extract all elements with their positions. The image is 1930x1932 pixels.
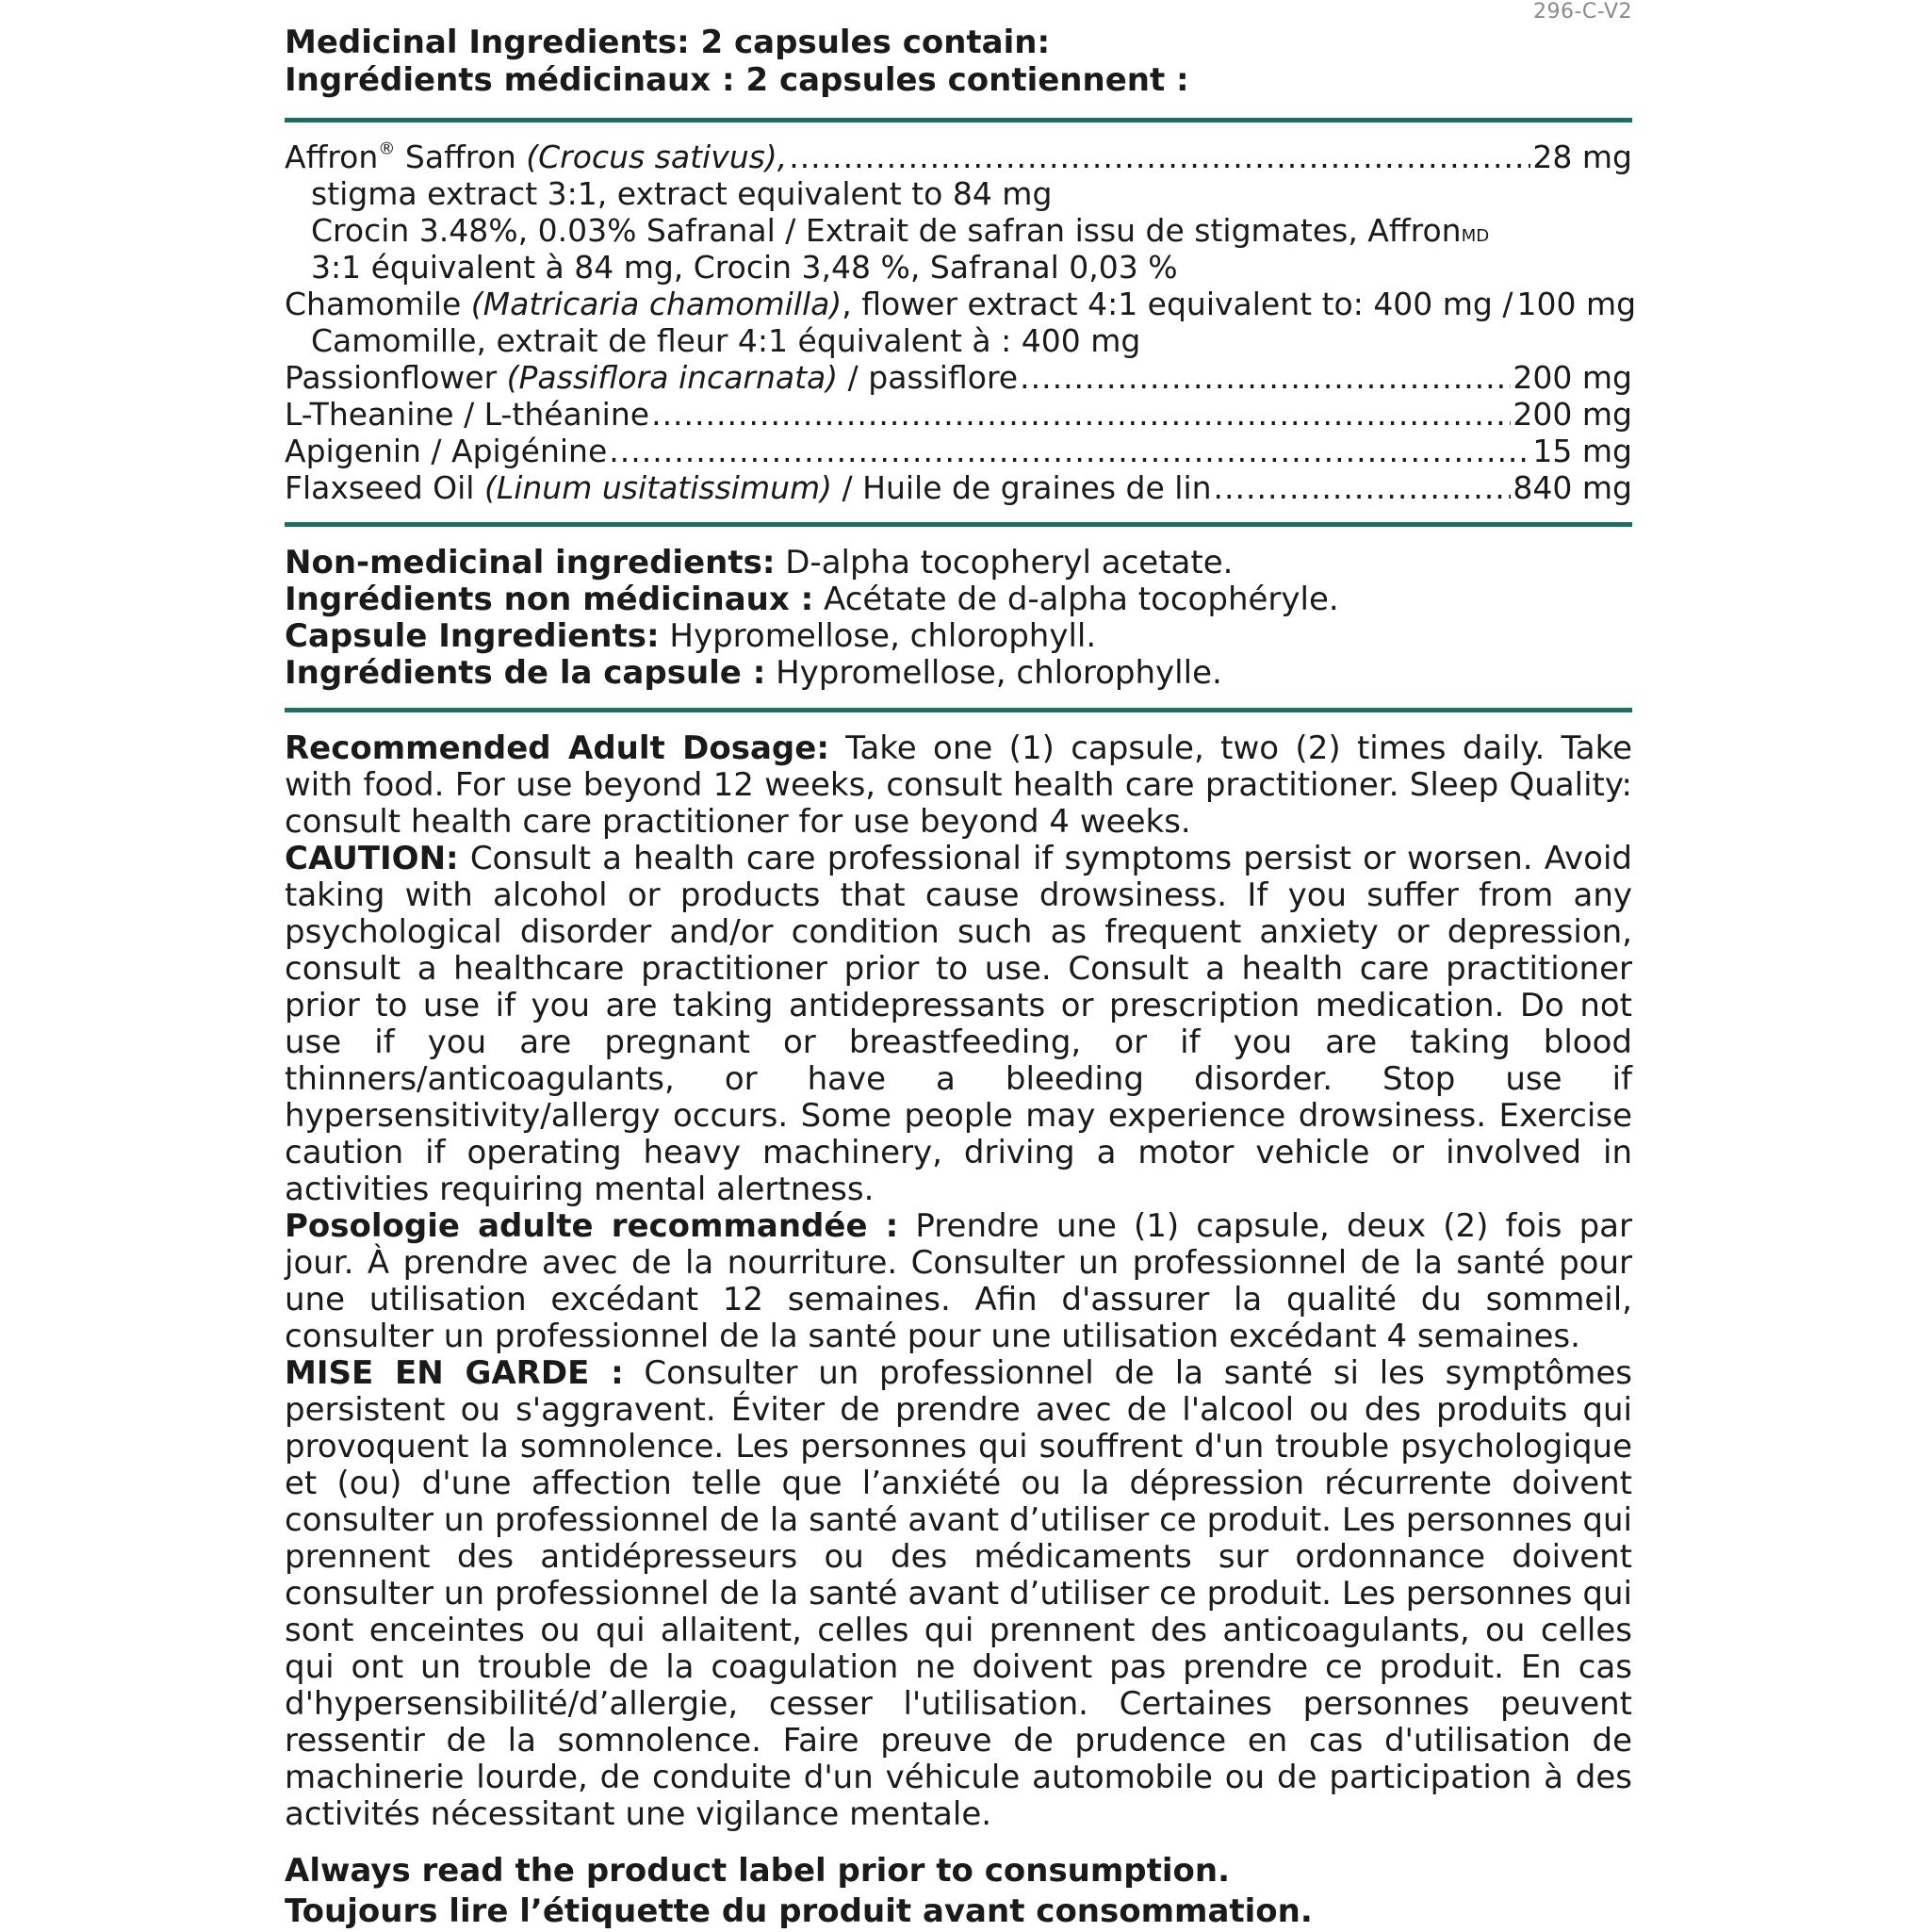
ingredient-row-affron bbox=[285, 139, 1632, 175]
ingredient-detail: Crocin 3.48%, 0.03% Safranal / Extrait de safran issu de stigmates, Affron MD bbox=[311, 212, 1490, 249]
ingredient-row-passionflower bbox=[285, 359, 1632, 396]
ingredients-list bbox=[285, 139, 1637, 506]
ingredient-dose: 840 mg bbox=[1513, 469, 1632, 506]
leader-dots bbox=[651, 396, 1511, 433]
ingredient-name: Chamomile (Matricaria chamomilla), flower extract 4:1 equivalent to: 400 mg / bbox=[285, 286, 1513, 322]
non-medicinal-section bbox=[285, 545, 1632, 692]
ingredient-dose: 15 mg bbox=[1532, 433, 1632, 469]
section-divider bbox=[285, 522, 1632, 527]
product-label bbox=[285, 0, 1637, 1930]
non-medicinal-english: Non-medicinal ingredients: D-alpha tocopheryl acetate. bbox=[285, 544, 1234, 581]
ingredient-name: Flaxseed Oil (Linum usitatissimum) / Huile de graines de lin bbox=[285, 469, 1212, 506]
ingredient-dose: 200 mg bbox=[1513, 396, 1632, 433]
ingredient-name: L-Theanine / L-théanine bbox=[285, 396, 650, 433]
leader-dots bbox=[1214, 469, 1512, 506]
notice-french: Toujours lire l’étiquette du produit avant consommation. bbox=[285, 1892, 1313, 1930]
ingredient-row-flaxseed bbox=[285, 469, 1632, 506]
ingredient-row-chamomile bbox=[285, 286, 1637, 322]
non-medicinal-french: Ingrédients non médicinaux : Acétate de d-alpha tocophéryle. bbox=[285, 581, 1339, 618]
notice-english: Always read the product label prior to consumption. bbox=[285, 1852, 1231, 1890]
ingredient-dose: 100 mg bbox=[1516, 286, 1637, 322]
caution-english: CAUTION: Consult a health care professional if symptoms persist or worsen. Avoid taking with alcohol or products that cause drowsiness. If you suffer from any psychological disorder and/or condition such as frequent anxiety or depression, consult a healthcare practitioner prior to use. Consult a health care practitioner prior to use if you are taking antidepressants or prescription medication. Do not use if you are pregnant or breastfeeding, or if you are taking blood thinners/anticoagulants, or have a bleeding disorder. Stop use if hypersensitivity/allergy occurs. Some people may experience drowsiness. Exercise caution if operating heavy machinery, driving a motor vehicle or involved in activities requiring mental alertness. bbox=[285, 840, 1632, 1208]
leader-dots bbox=[789, 139, 1530, 175]
caution-french: MISE EN GARDE : Consulter un professionnel de la santé si les symptômes persistent ou s'aggravent. Éviter de prendre avec de l'alcool ou des produits qui provoquent la somnolence. Les personnes qui souffrent d'un trouble psychologique et (ou) d'une affection telle que l’anxiété ou la dépression récurrente doivent consulter un professionnel de la santé avant d’utiliser ce produit. Les personnes qui prennent des antidépresseurs ou des médicaments sur ordonnance doivent consulter un professionnel de la santé avant d’utiliser ce produit. Les personnes qui sont enceintes ou qui allaitent, celles qui prennent des anticoagulants, ou celles qui ont un trouble de la coagulation ne doivent pas prendre ce produit. En cas d'hypersensibilité/d’allergie, cesser l'utilisation. Certaines personnes peuvent ressentir de la somnolence. Faire preuve de prudence en cas d'utilisation de machinerie lourde, de conduite d'un véhicule automobile ou de participation à des activités nécessitant une vigilance mentale. bbox=[285, 1354, 1632, 1833]
dosage-english: Recommended Adult Dosage: Take one (1) capsule, two (2) times daily. Take with food. For use beyond 12 weeks, consult health care practitioner. Sleep Quality: consult health care practitioner for use beyond 4 weeks. bbox=[285, 729, 1632, 841]
read-label-notice bbox=[285, 1851, 1313, 1932]
section-divider bbox=[285, 708, 1632, 712]
capsule-ingredients-english: Capsule Ingredients: Hypromellose, chlorophyll. bbox=[285, 617, 1097, 655]
dosage-and-caution bbox=[285, 730, 1632, 1833]
ingredient-name: Passionflower (Passiflora incarnata) / passiflore bbox=[285, 359, 1019, 396]
ingredient-name: Affron® Saffron (Crocus sativus), bbox=[285, 139, 788, 175]
leader-dots bbox=[609, 433, 1530, 469]
dosage-french: Posologie adulte recommandée : Prendre une (1) capsule, deux (2) fois par jour. À prendre avec de la nourriture. Consulter un professionnel de la santé pour une utilisation excédant 12 semaines. Afin d'assurer la qualité du sommeil, consulter un professionnel de la santé pour une utilisation excédant 4 semaines. bbox=[285, 1207, 1632, 1355]
leader-dots bbox=[1020, 359, 1511, 396]
capsule-ingredients-french: Ingrédients de la capsule : Hypromellose, chlorophylle. bbox=[285, 654, 1222, 692]
ingredient-dose: 200 mg bbox=[1513, 359, 1632, 396]
ingredient-name: Apigenin / Apigénine bbox=[285, 433, 608, 469]
ingredient-detail: Camomille, extrait de fleur 4:1 équivalent à : 400 mg bbox=[311, 322, 1141, 359]
ingredient-detail: 3:1 équivalent à 84 mg, Crocin 3,48 %, Safranal 0,03 % bbox=[311, 249, 1178, 286]
section-divider bbox=[285, 118, 1632, 123]
heading-english: Medicinal Ingredients: 2 capsules contain: bbox=[285, 24, 1051, 61]
ingredient-detail: stigma extract 3:1, extract equivalent to 84 mg bbox=[311, 175, 1053, 212]
ingredient-dose: 28 mg bbox=[1532, 139, 1632, 175]
document-code: 296-C-V2 bbox=[1533, 0, 1632, 24]
ingredient-row-theanine bbox=[285, 396, 1632, 433]
heading-french: Ingrédients médicinaux : 2 capsules contiennent : bbox=[285, 61, 1189, 99]
ingredient-row-apigenin bbox=[285, 433, 1632, 469]
medicinal-ingredients-heading bbox=[285, 24, 1189, 99]
